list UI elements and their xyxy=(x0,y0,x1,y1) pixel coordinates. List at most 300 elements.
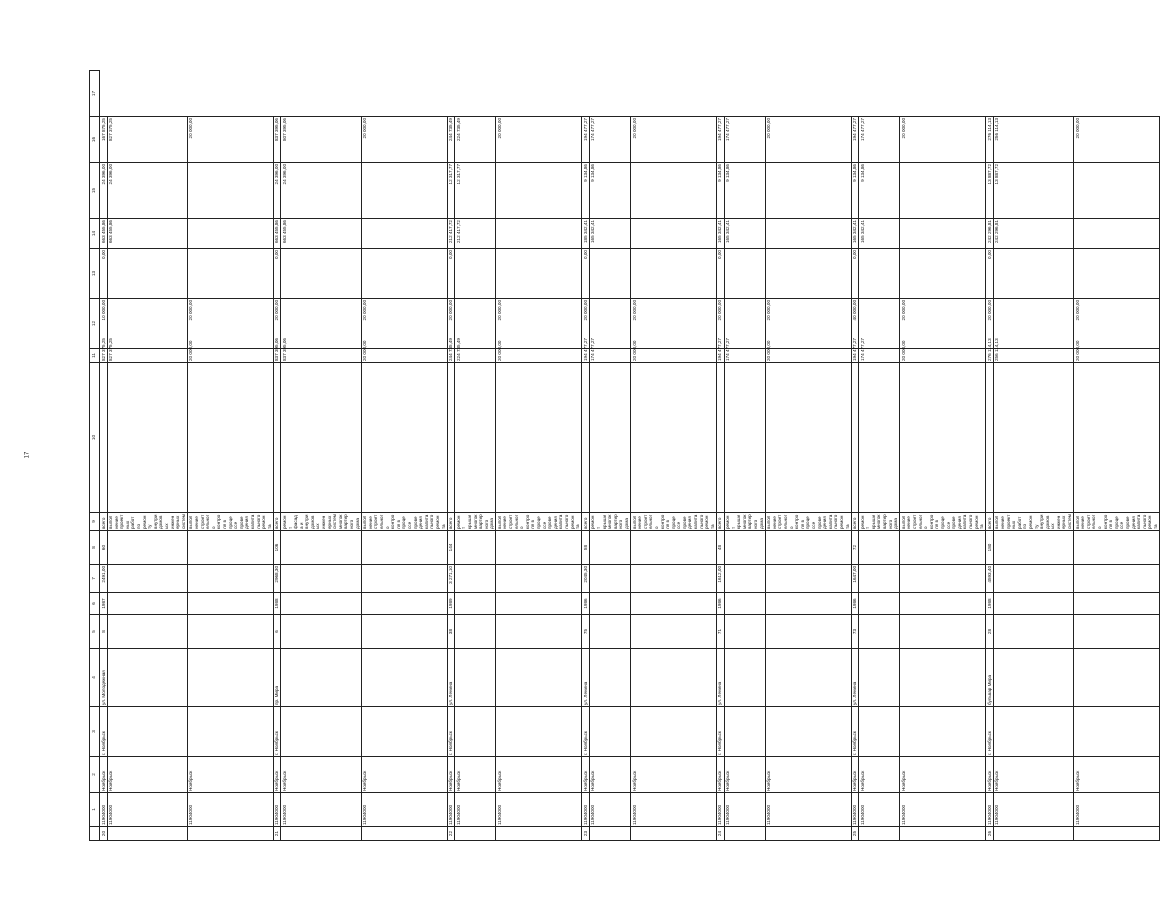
cell-c15 xyxy=(900,249,986,299)
column-number-header: 12 xyxy=(90,299,100,349)
cell-year xyxy=(496,593,582,615)
cell-c16: 663 455,86 xyxy=(281,219,361,249)
cell-c10 xyxy=(361,531,447,565)
cell-house xyxy=(361,615,447,649)
cell-house: 38 xyxy=(447,615,455,649)
cell-street: ул. Ленина xyxy=(447,649,455,707)
column-number-header: 13 xyxy=(90,249,100,299)
cell-code: 11904000 xyxy=(361,793,447,827)
column-number-header: 17 xyxy=(90,71,100,117)
cell-c10 xyxy=(187,531,273,565)
cell-code: 11904000 xyxy=(100,793,108,827)
cell-c16: 212 417,72 xyxy=(455,219,496,249)
cell-c13: 174 477,27 xyxy=(724,349,765,363)
cell-c13: 224 735,49 xyxy=(455,349,496,363)
column-number-header: 3 xyxy=(90,707,100,757)
cell-c12 xyxy=(496,363,582,513)
cell-city xyxy=(765,707,851,757)
table-row xyxy=(589,71,630,841)
cell-c13: 20 000,00 xyxy=(765,349,851,363)
column-number-header: 5 xyxy=(90,615,100,649)
cell-c14: 20 000,00 xyxy=(1074,299,1160,349)
cell-code: 11904000 xyxy=(107,793,187,827)
cell-district: Ноябрьск xyxy=(765,757,851,793)
cell-c15 xyxy=(455,249,496,299)
cell-year xyxy=(107,593,187,615)
group-number-cell xyxy=(455,827,496,841)
cell-c10 xyxy=(859,531,900,565)
cell-c15: 0,00 xyxy=(986,249,994,299)
cell-c13: 174 477,27 xyxy=(859,349,900,363)
cell-year: 1986 xyxy=(582,593,590,615)
cell-desc: всего xyxy=(986,513,994,531)
cell-district: Ноябрьск xyxy=(716,757,724,793)
cell-city xyxy=(900,707,986,757)
cell-c18: 20 000,00 xyxy=(900,117,986,163)
table-row xyxy=(724,71,765,841)
cell-c17: 9 134,86 xyxy=(589,163,630,219)
group-number-cell xyxy=(281,827,361,841)
cell-c14: 20 000,00 xyxy=(273,299,281,349)
cell-c12 xyxy=(447,363,455,513)
cell-district: Ноябрьск xyxy=(724,757,765,793)
cell-c12 xyxy=(765,363,851,513)
cell-c13: 194 477,27 xyxy=(852,338,858,361)
cell-district: Ноябрьск xyxy=(361,757,447,793)
cell-c13: 20 000,00 xyxy=(631,349,717,363)
cell-c12 xyxy=(361,363,447,513)
cell-c14: 20 000,00 xyxy=(765,299,851,349)
cell-year xyxy=(187,593,273,615)
cell-c17: 24 396,00 xyxy=(107,163,187,219)
cell-desc: выполнение строительного контроля в процессе проведения капитального ремонта xyxy=(496,513,582,531)
cell-c17: 24 396,00 xyxy=(100,163,108,219)
cell-street xyxy=(281,649,361,707)
cell-year xyxy=(1074,593,1160,615)
group-number-cell: 22 xyxy=(447,827,455,841)
cell-year: 1989 xyxy=(447,593,455,615)
cell-street: бульвар Мира xyxy=(986,649,994,707)
cell-c17 xyxy=(765,163,851,219)
group-number-cell xyxy=(589,827,630,841)
group-number-cell xyxy=(993,827,1073,841)
cell-c14: 20 000,00 xyxy=(631,299,717,349)
cell-c14: 20 000,00 xyxy=(447,299,455,349)
cell-desc: выполнение проектных работ по ремонту внутридомовых инженерных систем xyxy=(108,514,186,529)
column-number-header: 6 xyxy=(90,593,100,615)
cell-desc: ремонт крыши многоквартирного дома xyxy=(859,514,899,529)
cell-c16: 212 417,72 xyxy=(447,219,455,249)
group-number-cell xyxy=(900,827,986,841)
table-row xyxy=(187,71,273,841)
cell-code: 11904000 xyxy=(993,793,1073,827)
cell-district: Ноябрьск xyxy=(107,757,187,793)
cell-desc: ремонт крыши многоквартирного дома xyxy=(590,514,629,529)
cell-c16: 165 342,41 xyxy=(724,219,765,249)
cell-district: Ноябрьск xyxy=(859,757,900,793)
cell-year xyxy=(361,593,447,615)
cell-city xyxy=(993,707,1073,757)
cell-c16 xyxy=(361,219,447,249)
cell-street xyxy=(187,649,273,707)
cell-area xyxy=(361,565,447,593)
cell-district: Ноябрьск xyxy=(281,757,361,793)
cell-c14: 20 000,00 xyxy=(361,299,447,349)
cell-c13: 174 477,27 xyxy=(589,349,630,363)
cell-c18: 194 477,27 xyxy=(716,117,724,163)
cell-c15 xyxy=(724,249,765,299)
column-number-row xyxy=(90,71,100,841)
cell-c17: 12 317,77 xyxy=(447,163,455,219)
cell-district: Ноябрьск xyxy=(631,757,717,793)
cell-c16 xyxy=(1074,219,1160,249)
cell-desc: выполнение строительного контроля в процессе проведения капитального ремонта xyxy=(361,513,447,531)
cell-area xyxy=(900,565,986,593)
group-number-cell: 25 xyxy=(851,827,859,841)
group-number-cell xyxy=(107,827,187,841)
cell-code: 11904000 xyxy=(724,793,765,827)
cell-city xyxy=(724,707,765,757)
cell-c17: 12 317,77 xyxy=(455,163,496,219)
cell-desc: всего xyxy=(851,513,859,531)
column-number-header: 10 xyxy=(90,363,100,513)
cell-c15 xyxy=(993,249,1073,299)
column-number-header: 15 xyxy=(90,163,100,219)
cell-c13: 194 477,27 xyxy=(582,338,588,361)
cell-c14 xyxy=(589,299,630,349)
cell-house: 6 xyxy=(273,615,281,649)
cell-street xyxy=(765,649,851,707)
rotated-table-wrapper xyxy=(89,71,1158,841)
cell-c17: 13 887,72 xyxy=(993,163,1073,219)
cell-year: 1988 xyxy=(273,593,281,615)
cell-street xyxy=(496,649,582,707)
cell-area xyxy=(589,565,630,593)
cell-city xyxy=(107,707,187,757)
cell-c18: 167 875,25 xyxy=(100,117,108,163)
cell-code: 11904000 xyxy=(447,793,455,827)
cell-desc: всего xyxy=(582,513,590,531)
cell-year xyxy=(765,593,851,615)
cell-c17: 24 396,00 xyxy=(273,163,281,219)
cell-district: Ноябрьск xyxy=(986,757,994,793)
column-number-header: 8 xyxy=(90,531,100,565)
cell-city: г. Ноябрьск xyxy=(100,707,108,757)
table-body xyxy=(100,71,1160,841)
cell-c15: 0,00 xyxy=(851,249,859,299)
cell-year xyxy=(281,593,361,615)
cell-c12 xyxy=(107,363,187,513)
cell-c16 xyxy=(496,219,582,249)
cell-c18: 20 000,00 xyxy=(631,117,717,163)
cell-c14: 20 000,00 xyxy=(716,299,724,349)
cell-c16 xyxy=(187,219,273,249)
cell-code: 11904000 xyxy=(859,793,900,827)
table-row-total xyxy=(273,71,281,841)
cell-house xyxy=(765,615,851,649)
cell-street xyxy=(724,649,765,707)
cell-c12 xyxy=(187,363,273,513)
cell-c16: 185 342,41 xyxy=(582,219,590,249)
cell-street xyxy=(361,649,447,707)
cell-c18: 174 477,27 xyxy=(724,117,765,163)
cell-code: 11904000 xyxy=(631,793,717,827)
cell-c16 xyxy=(631,219,717,249)
cell-c10 xyxy=(765,531,851,565)
cell-c10: 72 xyxy=(851,531,859,565)
cell-c16: 663 455,86 xyxy=(107,219,187,249)
cell-house: 73 xyxy=(851,615,859,649)
cell-district: Ноябрьск xyxy=(455,757,496,793)
cell-c16: 663 455,86 xyxy=(100,219,108,249)
cell-c12 xyxy=(281,363,361,513)
cell-c14: 40 000,00 xyxy=(851,299,859,349)
cell-year: 1986 xyxy=(851,593,859,615)
cell-year xyxy=(900,593,986,615)
cell-c10 xyxy=(1074,531,1160,565)
cell-city: г. Ноябрьск xyxy=(582,707,590,757)
cell-c18: 224 735,49 xyxy=(455,117,496,163)
cell-street: пр. Мира xyxy=(273,649,281,707)
cell-c16: 165 342,41 xyxy=(851,219,859,249)
cell-area xyxy=(107,565,187,593)
document-page xyxy=(89,71,1158,841)
cell-house xyxy=(107,615,187,649)
cell-city xyxy=(361,707,447,757)
repair-program-table xyxy=(89,70,1160,841)
cell-house xyxy=(281,615,361,649)
cell-desc: выполнение строительного контроля в процессе проведения капитального ремонта xyxy=(187,513,273,531)
cell-c13: 244 735,49 xyxy=(448,338,454,361)
cell-c12 xyxy=(724,363,765,513)
cell-c16 xyxy=(900,219,986,249)
cell-c12 xyxy=(993,363,1073,513)
cell-district: Ноябрьск xyxy=(582,757,590,793)
group-number-cell xyxy=(361,827,447,841)
group-number-cell xyxy=(859,827,900,841)
cell-street xyxy=(859,649,900,707)
cell-c18: 174 477,27 xyxy=(859,117,900,163)
cell-c12 xyxy=(100,363,108,513)
cell-house xyxy=(187,615,273,649)
cell-area xyxy=(993,565,1073,593)
cell-year xyxy=(631,593,717,615)
cell-c15 xyxy=(496,249,582,299)
cell-c10: 106 xyxy=(273,531,281,565)
cell-house xyxy=(496,615,582,649)
cell-c14: 20 000,00 xyxy=(582,299,590,349)
table-row xyxy=(900,71,986,841)
cell-district: Ноябрьск xyxy=(100,757,108,793)
cell-year: 1986 xyxy=(716,593,724,615)
cell-c13: 827 375,25 xyxy=(100,338,106,361)
group-number-cell: 21 xyxy=(273,827,281,841)
cell-c18: 256 114,13 xyxy=(993,117,1073,163)
cell-c10 xyxy=(281,531,361,565)
cell-c10: 48 xyxy=(716,531,724,565)
cell-house xyxy=(724,615,765,649)
cell-city: г. Ноябрьск xyxy=(986,707,994,757)
cell-c15 xyxy=(187,249,273,299)
cell-area xyxy=(631,565,717,593)
cell-desc: выполнение строительного контроля в процессе проведения капитального ремонта xyxy=(900,513,986,531)
cell-c13: 837 395,06 xyxy=(274,338,280,361)
cell-c18: 20 000,00 xyxy=(1074,117,1160,163)
cell-area xyxy=(281,565,361,593)
cell-desc: выполнение строительного контроля в процессе проведения капитального ремонта xyxy=(1074,513,1160,531)
cell-city xyxy=(1074,707,1160,757)
table-row xyxy=(993,71,1073,841)
cell-c17 xyxy=(187,163,273,219)
cell-district: Ноябрьск xyxy=(900,757,986,793)
cell-district: Ноябрьск xyxy=(589,757,630,793)
cell-c12 xyxy=(851,363,859,513)
cell-c15 xyxy=(631,249,717,299)
cell-code: 11904000 xyxy=(496,793,582,827)
cell-house xyxy=(589,615,630,649)
group-number-cell: 24 xyxy=(716,827,724,841)
cell-c15 xyxy=(859,249,900,299)
cell-c10 xyxy=(496,531,582,565)
cell-c16: 242 296,81 xyxy=(993,219,1073,249)
cell-c15 xyxy=(281,249,361,299)
table-row xyxy=(107,71,187,841)
cell-code: 11904000 xyxy=(986,793,994,827)
cell-c10 xyxy=(589,531,630,565)
column-number-header: 7 xyxy=(90,565,100,593)
cell-c10 xyxy=(724,531,765,565)
table-row-total xyxy=(582,71,590,841)
cell-house xyxy=(993,615,1073,649)
cell-c18: 20 000,00 xyxy=(496,117,582,163)
cell-c14: 10 000,00 xyxy=(100,299,108,349)
cell-c18: 174 477,27 xyxy=(589,117,630,163)
cell-code: 11904000 xyxy=(716,793,724,827)
cell-street: ул. Ленина xyxy=(716,649,724,707)
cell-area: 2968,30 xyxy=(273,565,281,593)
cell-c15: 0,00 xyxy=(582,249,590,299)
cell-area: 1647,00 xyxy=(851,565,859,593)
cell-district: Ноябрьск xyxy=(447,757,455,793)
cell-c13: 256 114,13 xyxy=(993,349,1073,363)
group-number-cell xyxy=(765,827,851,841)
cell-c17: 9 134,86 xyxy=(724,163,765,219)
cell-c15 xyxy=(589,249,630,299)
column-number-header: 4 xyxy=(90,649,100,707)
cell-street: ул. Ленина xyxy=(582,649,590,707)
cell-c18: 20 000,00 xyxy=(765,117,851,163)
cell-c15: 0,00 xyxy=(716,249,724,299)
cell-c18: 20 000,00 xyxy=(187,117,273,163)
table-row xyxy=(496,71,582,841)
table-row-total xyxy=(851,71,859,841)
cell-desc: всего xyxy=(273,513,281,531)
cell-area: 3 271,10 xyxy=(447,565,455,593)
cell-house: 28 xyxy=(986,615,994,649)
cell-c18: 807 395,06 xyxy=(281,117,361,163)
cell-c16 xyxy=(765,219,851,249)
cell-c16: 165 342,41 xyxy=(716,219,724,249)
table-row xyxy=(859,71,900,841)
cell-area xyxy=(455,565,496,593)
cell-c13: 837 395,06 xyxy=(281,349,361,363)
cell-city: г. Ноябрьск xyxy=(447,707,455,757)
cell-year xyxy=(724,593,765,615)
cell-c13: 20 000,00 xyxy=(361,349,447,363)
cell-c14 xyxy=(724,299,765,349)
cell-c12 xyxy=(589,363,630,513)
cell-street xyxy=(589,649,630,707)
cell-c18: 194 477,27 xyxy=(582,117,590,163)
cell-code: 11904000 xyxy=(589,793,630,827)
cell-area xyxy=(724,565,765,593)
table-row xyxy=(765,71,851,841)
cell-code: 11904000 xyxy=(582,793,590,827)
cell-c13: 20 000,00 xyxy=(187,349,273,363)
cell-street xyxy=(1074,649,1160,707)
cell-c12 xyxy=(273,363,281,513)
cell-year: 1987 xyxy=(100,593,108,615)
cell-code: 11904000 xyxy=(273,793,281,827)
cell-c14 xyxy=(993,299,1073,349)
cell-c15: 0,00 xyxy=(100,249,108,299)
cell-code: 11904000 xyxy=(455,793,496,827)
cell-c10 xyxy=(900,531,986,565)
cell-street: ул. Ленина xyxy=(851,649,859,707)
cell-c13: 20 000,00 xyxy=(900,349,986,363)
cell-city xyxy=(187,707,273,757)
cell-house: 71 xyxy=(716,615,724,649)
cell-c17 xyxy=(900,163,986,219)
cell-c18: 837 395,06 xyxy=(273,117,281,163)
cell-c17 xyxy=(496,163,582,219)
cell-desc: ремонт крыши многоквартирного дома xyxy=(725,514,764,529)
cell-house: 75 xyxy=(582,615,590,649)
cell-area: 2491,00 xyxy=(100,565,108,593)
cell-c14: 20 000,00 xyxy=(496,299,582,349)
cell-city xyxy=(281,707,361,757)
cell-c12 xyxy=(631,363,717,513)
column-number-header: 1 xyxy=(90,793,100,827)
cell-house: 8 xyxy=(100,615,108,649)
cell-c17: 13 887,72 xyxy=(986,163,994,219)
group-number-cell xyxy=(187,827,273,841)
cell-c18: 20 000,00 xyxy=(361,117,447,163)
table-row xyxy=(631,71,717,841)
cell-c17: 9 134,86 xyxy=(859,163,900,219)
cell-desc: всего xyxy=(716,513,724,531)
cell-c17 xyxy=(1074,163,1160,219)
column-number-header: 9 xyxy=(90,513,100,531)
column-number-header: 14 xyxy=(90,219,100,249)
cell-city xyxy=(631,707,717,757)
table-row-total xyxy=(447,71,455,841)
cell-desc: выполнение строительного контроля в процессе проведения капитального ремонта xyxy=(765,513,851,531)
cell-c14: 20 000,00 xyxy=(986,299,994,349)
cell-c10 xyxy=(631,531,717,565)
column-number-header: 11 xyxy=(90,349,100,363)
cell-area: 4593,40 xyxy=(986,565,994,593)
cell-c10: 180 xyxy=(986,531,994,565)
cell-desc: выполнение проектных работ по ремонту внутридомовых инженерных систем xyxy=(994,514,1073,529)
cell-district: Ноябрьск xyxy=(273,757,281,793)
cell-c17: 9 134,86 xyxy=(582,163,590,219)
cell-desc: ремонт фасада и внутридомовых инженерных систем многоквартирного дома xyxy=(281,514,360,529)
cell-c12 xyxy=(859,363,900,513)
cell-district: Ноябрьск xyxy=(1074,757,1160,793)
cell-c16: 663 455,86 xyxy=(273,219,281,249)
cell-city: г. Ноябрьск xyxy=(851,707,859,757)
